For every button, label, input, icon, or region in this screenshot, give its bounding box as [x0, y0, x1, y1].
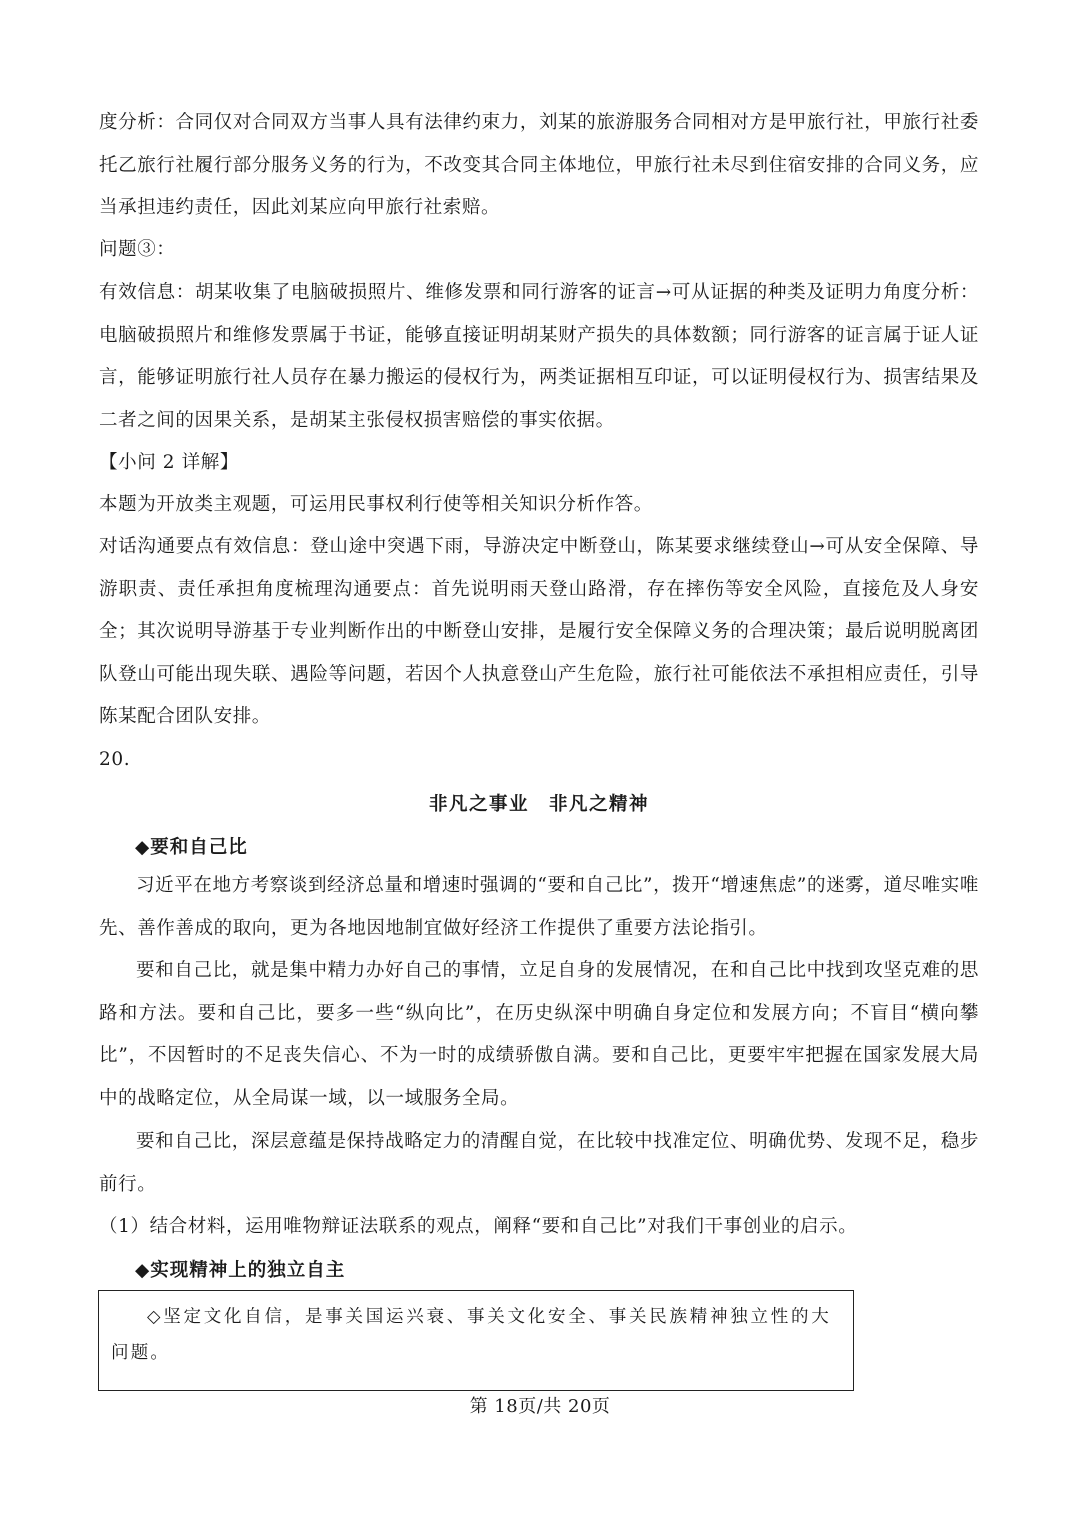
material-box [98, 1290, 854, 1391]
section-heading-compare-self: ◆要和自己比 [135, 837, 248, 858]
sub-question-2-heading: 【小问 2 详解】 [99, 452, 239, 473]
answer-paragraph-evidence: 有效信息：胡某收集了电脑破损照片、维修发票和同行游客的证言→可从证据的种类及证明力角度分析：电脑破损照片和维修发票属于书证，能够直接证明胡某财产损失的具体数额；同行游客的证言属于证人证言，能够证明旅行社人员存在暴力搬运的侵权行为，两类证据相互印证，可以证明侵权行为、损害结果及二者之间的因果关系，是胡某主张侵权损害赔偿的事实依据。 [99, 282, 979, 431]
material-paragraph-3: 要和自己比，深层意蕴是保持战略定力的清醒自觉，在比较中找准定位、明确优势、发现不足，稳步前行。 [99, 1131, 979, 1195]
material-title: 非凡之事业 非凡之精神 [428, 794, 649, 815]
material-paragraph-1: 习近平在地方考察谈到经济总量和增速时强调的“要和自己比”，拨开“增速焦虑”的迷雾，道尽唯实唯先、善作善成的取向，更为各地因地制宜做好经济工作提供了重要方法论指引。 [99, 875, 979, 939]
material-box-text: ◇坚定文化自信，是事关国运兴衰、事关文化安全、事关民族精神独立性的大问题。 [111, 1307, 831, 1363]
page-footer: 第 18页/共 20页 [469, 1396, 611, 1417]
answer-paragraph-intro: 本题为开放类主观题，可运用民事权利行使等相关知识分析作答。 [99, 494, 653, 515]
question-1-prompt: （1）结合材料，运用唯物辩证法联系的观点，阐释“要和自己比”对我们干事创业的启示。 [99, 1216, 858, 1237]
answer-paragraph-communication: 对话沟通要点有效信息：登山途中突遇下雨，导游决定中断登山，陈某要求继续登山→可从安全保障、导游职责、责任承担角度梳理沟通要点：首先说明雨天登山路滑，存在摔伤等安全风险，直接危及人身安全；其次说明导游基于专业判断作出的中断登山安排，是履行安全保障义务的合理决策；最后说明脱离团队登山可能出现失联、遇险等问题，若因个人执意登山产生危险，旅行社可能依法不承担相应责任，引导陈某配合团队安排。 [99, 536, 979, 727]
section-heading-spiritual-independence: ◆实现精神上的独立自主 [135, 1260, 346, 1281]
material-paragraph-2: 要和自己比，就是集中精力办好自己的事情，立足自身的发展情况，在和自己比中找到攻坚克难的思路和方法。要和自己比，要多一些“纵向比”，在历史纵深中明确自身定位和发展方向；不盲目“横向攀比”，不因暂时的不足丧失信心、不为一时的成绩骄傲自满。要和自己比，更要牢牢把握在国家发展大局中的战略定位，从全局谋一域，以一域服务全局。 [99, 960, 979, 1109]
question-number: 20. [99, 749, 131, 770]
question-3-label: 问题③： [99, 239, 176, 260]
answer-paragraph-analysis: 度分析：合同仅对合同双方当事人具有法律约束力，刘某的旅游服务合同相对方是甲旅行社，甲旅行社委托乙旅行社履行部分服务义务的行为，不改变其合同主体地位，甲旅行社未尽到住宿安排的合同义务，应当承担违约责任，因此刘某应向甲旅行社索赔。 [99, 112, 979, 218]
